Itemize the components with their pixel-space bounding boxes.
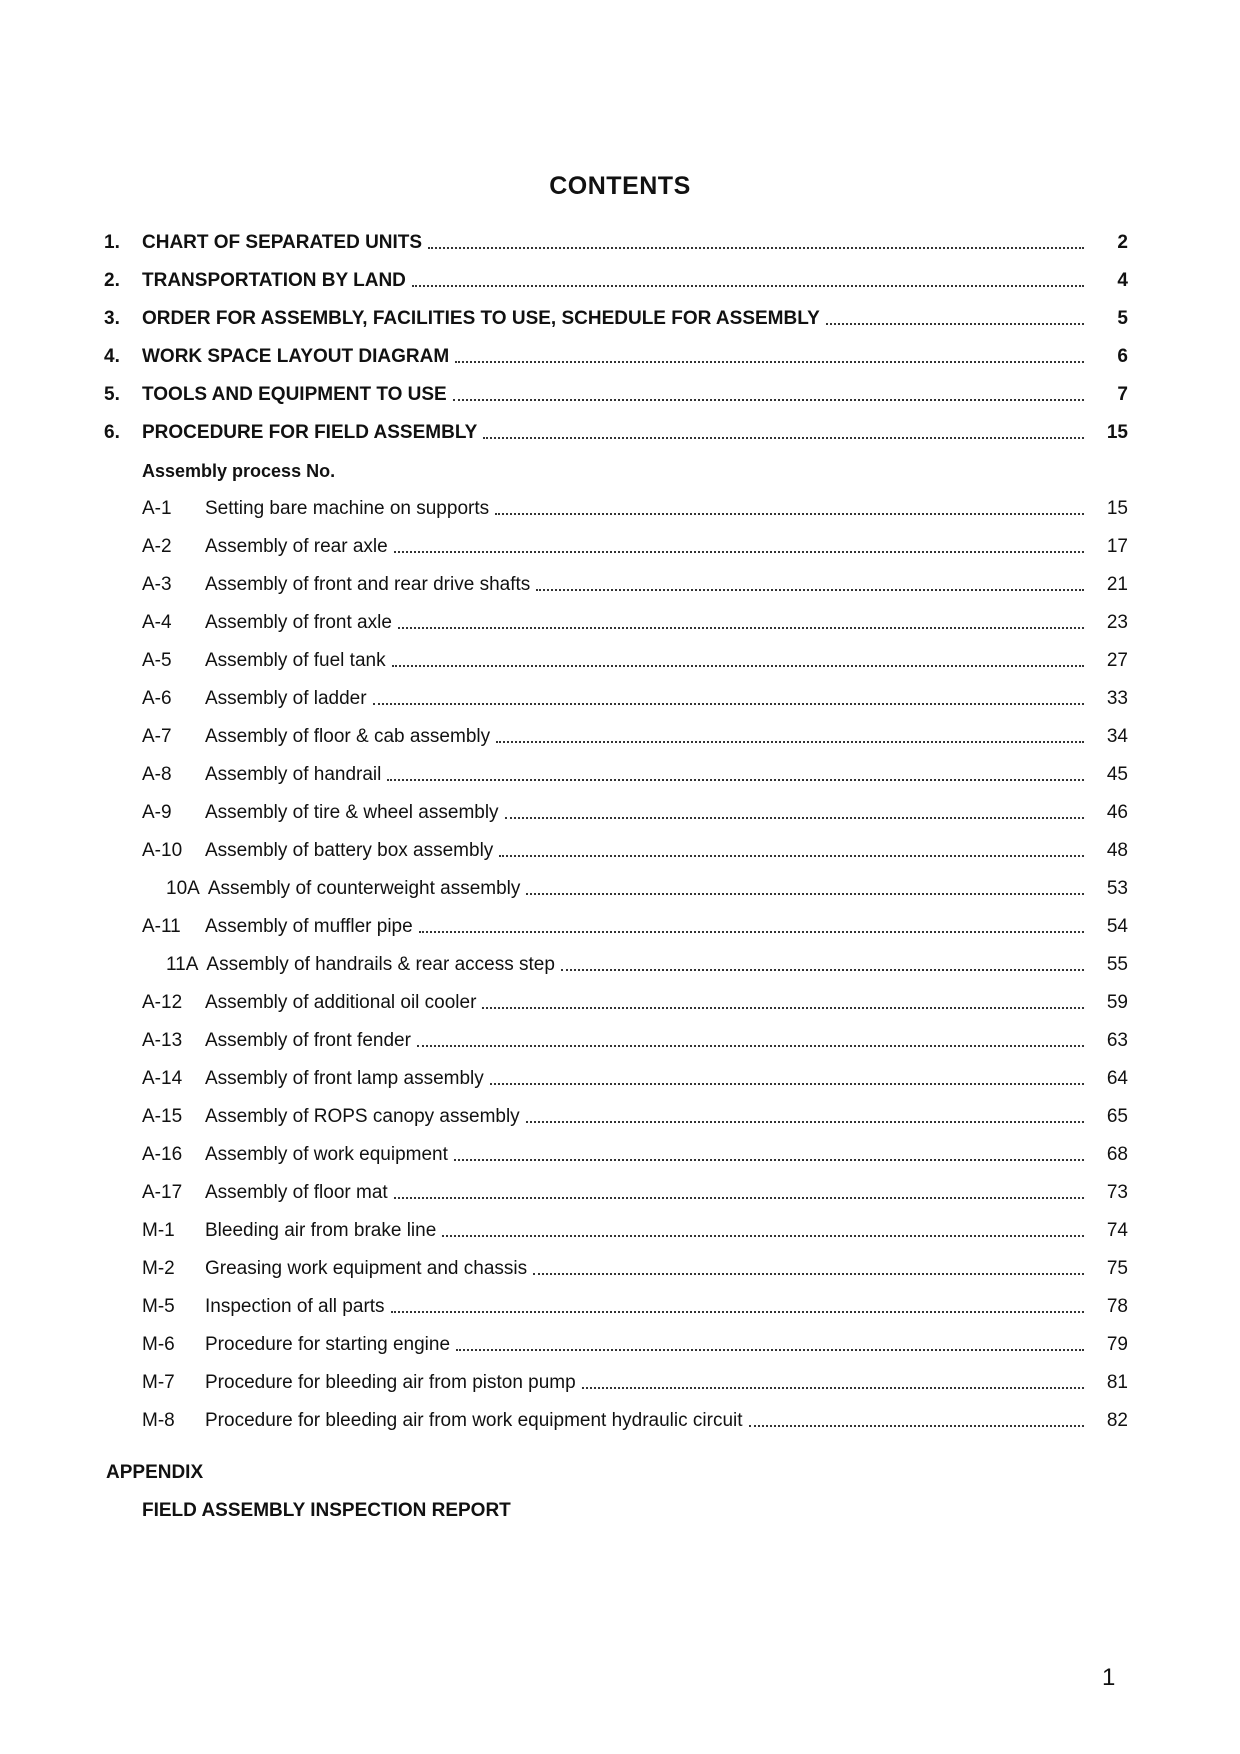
process-title: Assembly of battery box assembly xyxy=(205,840,494,861)
process-page: 82 xyxy=(1106,1410,1128,1431)
dot-leader xyxy=(526,893,1084,895)
toc-process-row[interactable] xyxy=(104,908,1128,946)
process-code: A-5 xyxy=(142,650,172,671)
toc-process-row[interactable] xyxy=(104,604,1128,642)
process-code: A-4 xyxy=(142,612,172,633)
process-code: M-1 xyxy=(142,1220,175,1241)
dot-leader xyxy=(392,665,1084,667)
toc-process-row[interactable] xyxy=(104,1136,1128,1174)
process-code: M-2 xyxy=(142,1258,175,1279)
section-title: CHART OF SEPARATED UNITS xyxy=(142,232,423,253)
process-page: 27 xyxy=(1106,650,1128,671)
assembly-process-row xyxy=(104,452,1128,490)
toc-process-row[interactable] xyxy=(104,528,1128,566)
page-title: CONTENTS xyxy=(549,172,691,200)
section-page: 4 xyxy=(1117,270,1128,291)
section-title: TOOLS AND EQUIPMENT TO USE xyxy=(142,384,447,405)
process-page: 65 xyxy=(1106,1106,1128,1127)
page-number: 1 xyxy=(1102,1664,1116,1691)
dot-leader xyxy=(428,247,1084,249)
section-title: WORK SPACE LAYOUT DIAGRAM xyxy=(142,346,450,367)
dot-leader xyxy=(454,1159,1084,1161)
dot-leader xyxy=(582,1387,1084,1389)
process-page: 55 xyxy=(1106,954,1128,975)
process-title xyxy=(166,878,526,900)
process-page: 78 xyxy=(1106,1296,1128,1317)
toc-section-row[interactable] xyxy=(104,338,1128,376)
toc-process-row[interactable] xyxy=(104,680,1128,718)
process-page: 15 xyxy=(1106,498,1128,519)
dot-leader xyxy=(394,1197,1084,1199)
dot-leader xyxy=(455,361,1084,363)
process-title: Assembly of rear axle xyxy=(205,536,388,557)
process-title: Assembly of floor & cab assembly xyxy=(205,726,491,747)
process-code: A-2 xyxy=(142,536,172,557)
toc-process-row[interactable] xyxy=(104,946,1128,984)
toc-process-row[interactable] xyxy=(104,566,1128,604)
process-title: Procedure for starting engine xyxy=(205,1334,451,1355)
section-number: 4. xyxy=(104,346,120,367)
dot-leader xyxy=(442,1235,1084,1237)
dot-leader xyxy=(453,399,1084,401)
process-title: Procedure for bleeding air from piston pump xyxy=(205,1372,576,1393)
toc-section-row[interactable] xyxy=(104,300,1128,338)
process-code: A-11 xyxy=(142,916,181,937)
process-code: A-6 xyxy=(142,688,172,709)
section-number: 3. xyxy=(104,308,120,329)
assembly-process-label: Assembly process No. xyxy=(142,460,336,481)
process-code: M-7 xyxy=(142,1372,175,1393)
process-page: 59 xyxy=(1106,992,1128,1013)
process-title: Assembly of floor mat xyxy=(205,1182,388,1203)
dot-leader xyxy=(749,1425,1084,1427)
dot-leader xyxy=(456,1349,1084,1351)
process-code: A-10 xyxy=(142,840,183,861)
process-page: 17 xyxy=(1106,536,1128,557)
dot-leader xyxy=(826,323,1084,325)
dot-leader xyxy=(495,513,1084,515)
process-text: Assembly of handrails & rear access step xyxy=(206,954,555,975)
toc-process-row[interactable] xyxy=(104,642,1128,680)
process-page: 75 xyxy=(1106,1258,1128,1279)
process-code: A-17 xyxy=(142,1182,183,1203)
section-page: 7 xyxy=(1117,384,1128,405)
dot-leader xyxy=(412,285,1084,287)
process-page: 74 xyxy=(1106,1220,1128,1241)
process-page: 81 xyxy=(1106,1372,1128,1393)
dot-leader xyxy=(536,589,1084,591)
section-title: ORDER FOR ASSEMBLY, FACILITIES TO USE, SCHEDULE FOR ASSEMBLY xyxy=(142,308,820,329)
section-number: 1. xyxy=(104,232,120,253)
process-page: 64 xyxy=(1106,1068,1128,1089)
appendix-item: FIELD ASSEMBLY INSPECTION REPORT xyxy=(142,1500,511,1521)
toc-section-row[interactable] xyxy=(104,376,1128,414)
section-title: PROCEDURE FOR FIELD ASSEMBLY xyxy=(142,422,478,443)
toc-process-row[interactable] xyxy=(104,1022,1128,1060)
process-page: 79 xyxy=(1106,1334,1128,1355)
dot-leader xyxy=(490,1083,1084,1085)
process-page: 63 xyxy=(1106,1030,1128,1051)
process-title: Assembly of muffler pipe xyxy=(205,916,413,937)
process-title: Assembly of handrail xyxy=(205,764,382,785)
toc-process-row[interactable] xyxy=(104,870,1128,908)
process-title: Procedure for bleeding air from work equipment hydraulic circuit xyxy=(205,1410,743,1431)
process-page: 34 xyxy=(1106,726,1128,747)
process-page: 21 xyxy=(1106,574,1128,595)
process-page: 68 xyxy=(1106,1144,1128,1165)
dot-leader xyxy=(526,1121,1084,1123)
process-code: 11A xyxy=(166,954,199,975)
process-title: Assembly of ROPS canopy assembly xyxy=(205,1106,520,1127)
toc-process-row[interactable] xyxy=(104,984,1128,1022)
toc-process-row[interactable] xyxy=(104,1060,1128,1098)
dot-leader xyxy=(417,1045,1084,1047)
process-code: M-5 xyxy=(142,1296,175,1317)
process-title: Assembly of work equipment xyxy=(205,1144,448,1165)
toc-process-row[interactable] xyxy=(104,490,1128,528)
toc-process-row[interactable] xyxy=(104,1212,1128,1250)
process-page: 45 xyxy=(1106,764,1128,785)
section-number: 5. xyxy=(104,384,120,405)
toc-process-row[interactable] xyxy=(104,1250,1128,1288)
process-code: 10A xyxy=(166,878,200,899)
process-code: A-16 xyxy=(142,1144,183,1165)
process-title: Inspection of all parts xyxy=(205,1296,385,1317)
dot-leader xyxy=(391,1311,1084,1313)
section-page: 15 xyxy=(1106,422,1128,443)
toc-process-row[interactable] xyxy=(104,1288,1128,1326)
process-title: Assembly of front and rear drive shafts xyxy=(205,574,531,595)
dot-leader xyxy=(533,1273,1084,1275)
dot-leader xyxy=(387,779,1084,781)
toc-section-row[interactable] xyxy=(104,224,1128,262)
process-text: Assembly of counterweight assembly xyxy=(207,878,521,899)
section-page: 5 xyxy=(1117,308,1128,329)
toc-process-row[interactable] xyxy=(104,718,1128,756)
process-title xyxy=(166,954,561,976)
process-page: 53 xyxy=(1106,878,1128,899)
section-page: 2 xyxy=(1117,232,1128,253)
dot-leader xyxy=(483,437,1084,439)
process-page: 23 xyxy=(1106,612,1128,633)
process-title: Setting bare machine on supports xyxy=(205,498,490,519)
dot-leader xyxy=(394,551,1084,553)
dot-leader xyxy=(505,817,1084,819)
process-title: Assembly of front fender xyxy=(205,1030,411,1051)
process-page: 33 xyxy=(1106,688,1128,709)
process-title: Assembly of tire & wheel assembly xyxy=(205,802,499,823)
process-code: M-8 xyxy=(142,1410,175,1431)
process-title: Assembly of front axle xyxy=(205,612,392,633)
process-code: A-14 xyxy=(142,1068,183,1089)
process-title: Assembly of fuel tank xyxy=(205,650,386,671)
process-code: A-3 xyxy=(142,574,172,595)
process-code: A-13 xyxy=(142,1030,183,1051)
dot-leader xyxy=(398,627,1084,629)
process-code: A-12 xyxy=(142,992,183,1013)
section-page: 6 xyxy=(1117,346,1128,367)
dot-leader xyxy=(482,1007,1084,1009)
process-page: 46 xyxy=(1106,802,1128,823)
section-number: 2. xyxy=(104,270,120,291)
process-title: Assembly of ladder xyxy=(205,688,367,709)
toc-process-row[interactable] xyxy=(104,1326,1128,1364)
dot-leader xyxy=(419,931,1084,933)
process-title: Assembly of front lamp assembly xyxy=(205,1068,484,1089)
process-page: 73 xyxy=(1106,1182,1128,1203)
table-of-contents xyxy=(104,224,1128,1440)
process-title: Greasing work equipment and chassis xyxy=(205,1258,528,1279)
process-code: A-9 xyxy=(142,802,172,823)
process-code: A-8 xyxy=(142,764,172,785)
toc-process-row[interactable] xyxy=(104,1402,1128,1440)
toc-process-row[interactable] xyxy=(104,1174,1128,1212)
dot-leader xyxy=(373,703,1084,705)
dot-leader xyxy=(499,855,1084,857)
dot-leader xyxy=(561,969,1084,971)
process-code: A-15 xyxy=(142,1106,183,1127)
process-code: A-1 xyxy=(142,498,172,519)
toc-process-row[interactable] xyxy=(104,832,1128,870)
process-title: Bleeding air from brake line xyxy=(205,1220,437,1241)
process-code: A-7 xyxy=(142,726,172,747)
process-page: 54 xyxy=(1106,916,1128,937)
process-page: 48 xyxy=(1106,840,1128,861)
section-title: TRANSPORTATION BY LAND xyxy=(142,270,406,291)
toc-process-row[interactable] xyxy=(104,756,1128,794)
toc-process-row[interactable] xyxy=(104,794,1128,832)
appendix-heading: APPENDIX xyxy=(106,1462,204,1483)
toc-process-row[interactable] xyxy=(104,1364,1128,1402)
toc-process-row[interactable] xyxy=(104,1098,1128,1136)
toc-section-row[interactable] xyxy=(104,262,1128,300)
dot-leader xyxy=(496,741,1084,743)
section-number: 6. xyxy=(104,422,120,443)
toc-section-row[interactable] xyxy=(104,414,1128,452)
process-title: Assembly of additional oil cooler xyxy=(205,992,477,1013)
process-code: M-6 xyxy=(142,1334,175,1355)
